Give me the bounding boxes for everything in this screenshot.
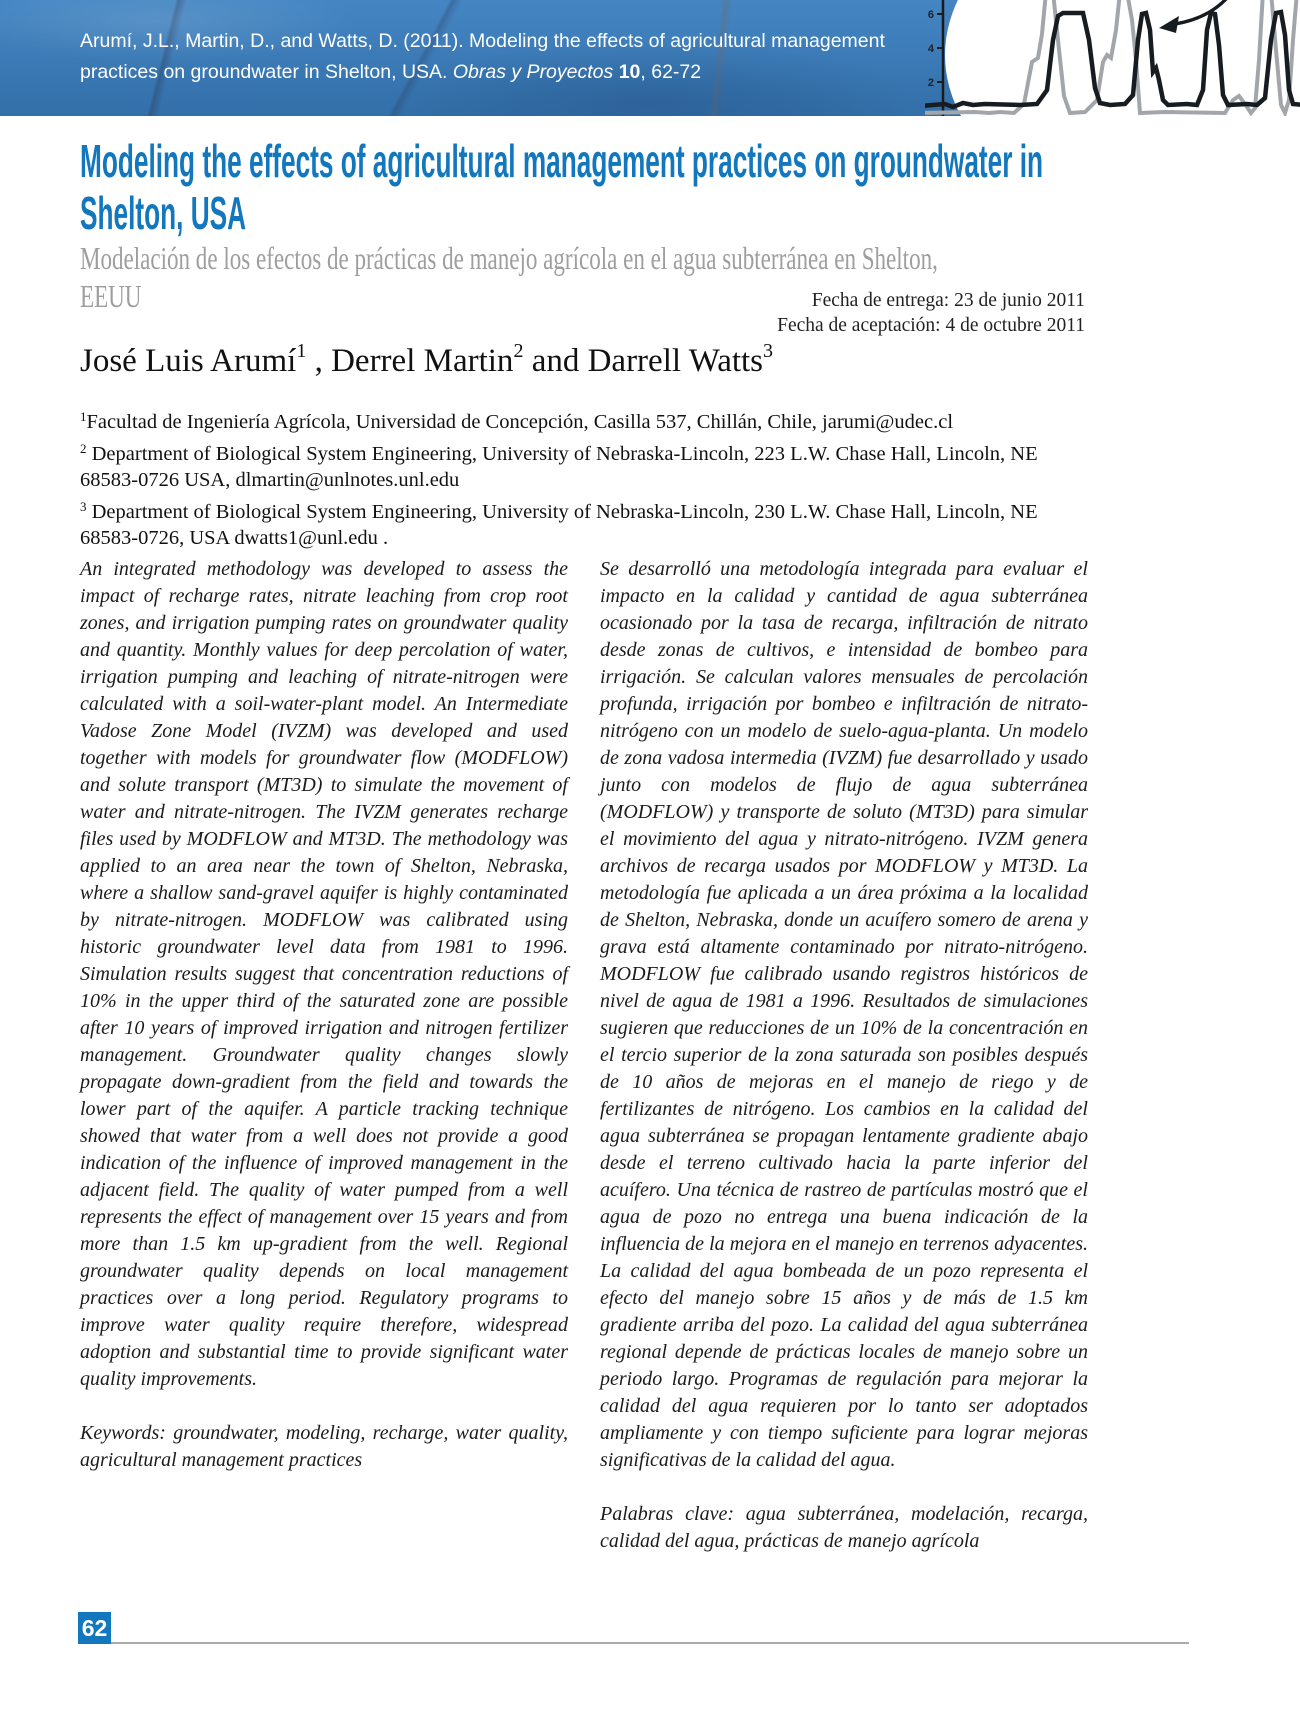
citation-pages: , 62-72: [640, 61, 702, 83]
page-number-badge: [78, 1612, 111, 1644]
page-subtitle-line1: Modelación de los efectos de prácticas de manejo agrícola en el agua subterránea en Shelton,: [80, 240, 938, 276]
author-3: Darrell Watts: [587, 343, 764, 379]
author-3-superscript: 3: [763, 340, 774, 362]
author-1: José Luis Arumí: [80, 343, 297, 379]
abstract-columns: [80, 556, 1088, 1555]
chart-ytick-label: 4: [927, 43, 934, 55]
page-title-line1: Modeling the effects of agricultural management practices on groundwater in: [80, 135, 1044, 187]
author-2: Derrel Martin: [331, 343, 514, 379]
date-received: Fecha de entrega: 23 de junio 2011: [811, 290, 1085, 311]
citation-volume: 10: [618, 61, 641, 83]
abstract-spanish-column: [600, 556, 1088, 1555]
chart-annotation-arrow: [1175, 0, 1235, 24]
abstract-spanish-body: Se desarrolló una metodología integrada para evaluar el impacto en la calidad y cantidad de agua subterránea ocasionado por la tasa de recarga, infiltración de nitrato desde zonas de cultivos, e intensidad de bombeo para irrigación. Se calculan valores mensuales de percolación profunda, irrigación por bombeo e infiltración de nitrato-nitrógeno con un modelo de suelo-agua-planta. Un modelo de zona vadosa intermedia (IVZM) fue desarrollado y usado junto con modelos de flujo de agua subterránea (MODFLOW) y transporte de soluto (MT3D) para simular el movimiento del agua y nitrato-nitrógeno. IVZM genera archivos de recarga usados por MODFLOW y MT3D. La metodología fue aplicada a un área próxima a la localidad de Shelton, Nebraska, donde un acuífero somero de arena y grava está altamente contaminado por nitrato-nitrógeno. MODFLOW fue calibrado usando registros históricos de nivel de agua de 1981 a 1996. Resultados de simulaciones sugieren que reducciones de un 10% de la concentración en el tercio superior de la zona saturada son posibles después de 10 años de mejoras en el manejo de riego y de fertilizantes de nitrógeno. Los cambios en la calidad del agua subterránea se propagan lentamente gradiente abajo desde el terreno cultivado hacia la parte inferior del acuífero. Una técnica de rastreo de partículas mostró que el agua de pozo no entrega una buena indicación de la influencia de la mejora en el manejo en terrenos adyacentes. La calidad del agua bombeada de un pozo representa el efecto del manejo sobre 15 años y de más de 1.5 km gradiente arriba del pozo. La calidad del agua subterránea regional depende de prácticas locales de manejo sobre un periodo largo. Programas de regulación para mejorar la calidad del agua requieren por lo tanto ser adoptados ampliamente y con tiempo suficiente para lograr mejoras significativas de la calidad del agua.: [600, 558, 1088, 1471]
affiliation-1: [80, 404, 1088, 436]
abstract-english-column: [80, 556, 568, 1555]
chart-annotation-arrowhead: [1159, 16, 1179, 33]
affiliation-3-text: Department of Biological System Engineering, University of Nebraska-Lincoln, 230 L.W. Chase Hall, Lincoln, NE 68583-0726, USA dwatts1@unl.edu .: [80, 500, 1038, 549]
authors-line: [80, 340, 1085, 380]
abstract-english-body: An integrated methodology was developed to assess the impact of recharge rates, nitrate leaching from crop root zones, and irrigation pumping rates on groundwater quality and quantity. Monthly values for deep percolation of water, irrigation pumping and leaching of nitrate-nitrogen were calculated with a soil-water-plant model. An Intermediate Vadose Zone Model (IVZM) was developed and used together with models for groundwater flow (MODFLOW) and solute transport (MT3D) to simulate the movement of water and nitrate-nitrogen. The IVZM generates recharge files used by MODFLOW and MT3D. The methodology was applied to an area near the town of Shelton, Nebraska, where a shallow sand-gravel aquifer is highly contaminated by nitrate-nitrogen. MODFLOW was calibrated using historic groundwater level data from 1981 to 1996. Simulation results suggest that concentration reductions of 10% in the upper third of the saturated zone are possible after 10 years of improved irrigation and nitrogen fertilizer management. Groundwater quality changes slowly propagate down-gradient from the field and towards the lower part of the aquifer. A particle tracking technique showed that water from a well does not provide a good indication of the influence of improved management in the adjacent field. The quality of water pumped from a well represents the effect of management over 15 years and from more than 1.5 km up-gradient from the well. Regional groundwater quality depends on local management practices over a long period. Regulatory programs to improve water quality require therefore, widespread adoption and substantial time to provide significant water quality improvements.: [80, 558, 568, 1390]
author-separator-1: ,: [306, 343, 332, 379]
affiliation-2: [80, 436, 1088, 494]
affiliation-3-marker: 3: [80, 498, 87, 514]
date-accepted: Fecha de aceptación: 4 de octubre 2011: [777, 315, 1085, 336]
footer-rule: [111, 1642, 1189, 1644]
page-title: [80, 134, 1300, 238]
affiliations: [80, 404, 1088, 552]
affiliation-3: [80, 494, 1088, 552]
chart-ytick-label: 6: [927, 9, 934, 21]
page-subtitle-line2: EEUU: [80, 278, 142, 314]
author-1-superscript: 1: [296, 340, 307, 362]
citation: [80, 26, 885, 88]
page-title-line2: Shelton, USA: [80, 187, 247, 239]
keywords-english: Keywords: groundwater, modeling, recharge, water quality, agricultural management practices: [80, 1422, 568, 1471]
page-number: 62: [81, 1614, 108, 1641]
keywords-spanish: Palabras clave: agua subterránea, modelación, recarga, calidad del agua, prácticas de manejo agrícola: [600, 1503, 1088, 1552]
affiliation-2-text: Department of Biological System Engineering, University of Nebraska-Lincoln, 223 L.W. Chase Hall, Lincoln, NE 68583-0726 USA, dlmartin@unlnotes.unl.edu: [80, 442, 1038, 491]
author-2-superscript: 2: [513, 340, 524, 362]
citation-line1: Arumí, J.L., Martin, D., and Watts, D. (2011). Modeling the effects of agricultural management: [80, 30, 885, 52]
hydrograph-mini-chart: [925, 0, 1300, 116]
citation-journal-name: Obras y Proyectos: [452, 61, 614, 83]
chart-series-gray: [925, 0, 1300, 113]
affiliation-2-marker: 2: [80, 440, 87, 456]
chart-ytick-label: 2: [927, 77, 934, 89]
citation-line2-text: practices on groundwater in Shelton, USA.: [80, 61, 453, 83]
affiliation-1-text: Facultad de Ingeniería Agrícola, Universidad de Concepción, Casilla 537, Chillán, Chile, jarumi@udec.cl: [86, 411, 954, 433]
affiliation-1-marker: 1: [80, 409, 87, 424]
journal-header-band: [0, 0, 1300, 116]
author-separator-2: and: [523, 343, 588, 379]
submission-dates: [80, 288, 1085, 338]
citation-line2: [80, 57, 885, 88]
